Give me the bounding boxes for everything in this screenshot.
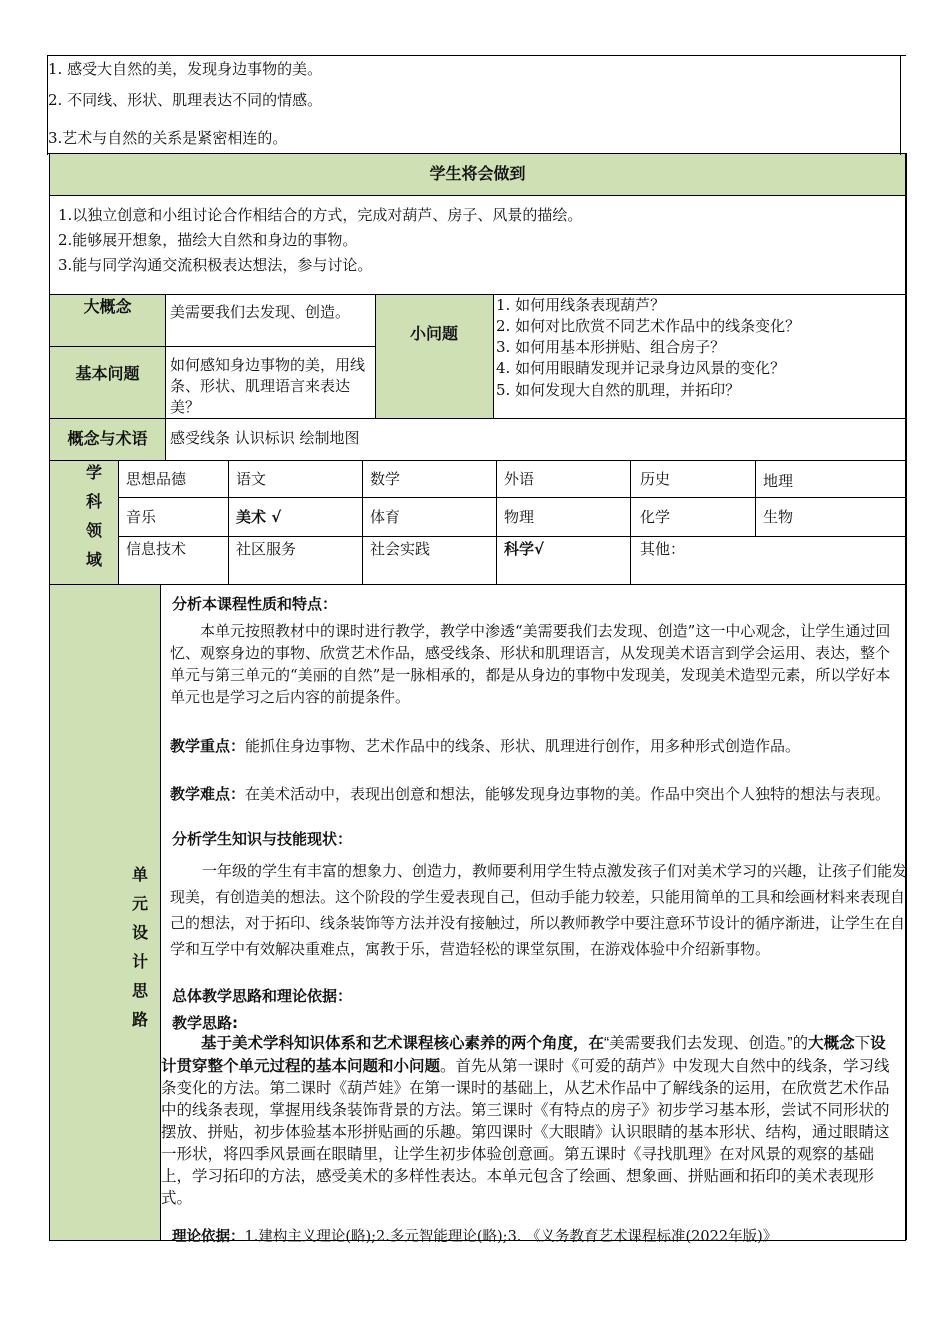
- terms-text: 感受线条 认识标识 绘制地图: [170, 429, 360, 447]
- subject-cell-selected: 美术 √: [236, 508, 282, 526]
- subject-cell: 外语: [504, 470, 535, 488]
- focus-label: 教学重点：: [170, 737, 246, 755]
- students-analysis-text: 一年级的学生有丰富的想象力、创造力，教师要利用学生特点激发孩子们对美术学习的兴趣，让孩子们能发现美，有创造美的想法。这个阶段的学生爱表现自己，但动手能力较差，只能用简单的工具和绘画材料来表现自己的想法，对于拓印、线条装饰等方法并没有接触过，所以教师教学中要注意环节设计的循序渐进，让学生在自学和互学中有效解决重难点，寓教于乐，营造轻松的课堂氛围，在游戏体验中介绍新事物。: [170, 862, 908, 958]
- idea-bold-1: 基于美术学科知识体系和艺术课程核心素养的两个角度，在: [201, 1034, 605, 1052]
- subject-domain-label-3: 领: [85, 521, 102, 540]
- difficulty-label: 教学难点：: [170, 785, 246, 803]
- basic-question-label: 基本问题: [75, 364, 140, 383]
- idea-text-3: 。首先从第一课时《可爱的葫芦》中发现大自然中的线条，学习线条变化的方法。第二课时《葫芦娃》在第一课时的基础上，从艺术作品中了解线条的运用，在欣赏艺术作品中的线条表现，掌握用线条装饰背景的方法。第三课时《有特点的房子》初步学习基本形，尝试不同形状的摆放、拼贴，初步体验基本形拼贴画的乐趣。第四课时《大眼睛》认识眼睛的基本形状、结构，通过眼睛这一形状，将四季风景画在眼睛里，让学生初步体验创意画。第五课时《寻找肌理》在对风景的观察的基础上，学习拓印的方法，感受美术的多样性表达。本单元包含了绘画、想象画、拼贴画和拓印的美术表现形式。: [161, 1058, 890, 1207]
- small-question-5: 5. 如何发现大自然的肌理，并拓印？: [496, 381, 741, 399]
- small-question-3: 3. 如何用基本形拼贴、组合房子？: [496, 338, 726, 356]
- unit-design-label-3: 设: [131, 923, 148, 942]
- unit-design-label-5: 思: [131, 981, 148, 1000]
- subject-cell: 物理: [504, 508, 535, 526]
- subject-cell: 生物: [763, 508, 794, 526]
- basic-question-text: 如何感知身边事物的美，用线条、形状、肌理语言来表达美？: [170, 356, 366, 416]
- subject-cell: 思想品德: [126, 470, 187, 488]
- small-question-2: 2. 如何对比欣赏不同艺术作品中的线条变化？: [496, 317, 801, 335]
- focus-text: 能抓住身边事物、艺术作品中的线条、形状、肌理进行创作，用多种形式创造作品。: [245, 737, 801, 755]
- subject-cell: 信息技术: [126, 540, 187, 558]
- theory-label: 理论依据：: [172, 1229, 245, 1245]
- subject-cell: 历史: [640, 470, 671, 488]
- students-will-header: 学生将会做到: [429, 164, 526, 183]
- big-concept-text: 美需要我们去发现、创造。: [170, 303, 351, 321]
- subject-cell: 化学: [640, 508, 671, 526]
- subject-cell: 音乐: [126, 508, 157, 526]
- subject-domain-label-1: 学: [85, 463, 102, 482]
- small-question-4: 4. 如何用眼睛发现并记录身边风景的变化？: [496, 359, 786, 377]
- theory-basis: [172, 1228, 908, 1247]
- subject-cell: 社会实践: [370, 540, 431, 558]
- small-question-1: 1. 如何用线条表现葫芦？: [496, 296, 666, 314]
- subject-cell: 体育: [370, 508, 401, 526]
- top-goal-3: 3.艺术与自然的关系是紧密相连的。: [48, 129, 288, 147]
- subject-domain-label-2: 科: [85, 492, 102, 511]
- small-question-label: 小问题: [409, 324, 458, 343]
- students-analysis-heading: 分析学生知识与技能现状：: [172, 830, 353, 848]
- subject-cell: 语文: [236, 470, 267, 488]
- idea-text: [161, 1032, 899, 1210]
- subject-cell-selected: 科学√: [504, 540, 545, 558]
- unit-design-label-2: 元: [131, 894, 148, 913]
- top-goal-1: 1. 感受大自然的美，发现身边事物的美。: [48, 60, 323, 78]
- idea-text-1: “美需要我们去发现、创造。”的: [604, 1035, 809, 1052]
- students-will-item-3: 3.能与同学沟通交流积极表达想法，参与讨论。: [58, 256, 373, 274]
- idea-heading: 教学思路:: [172, 1014, 238, 1032]
- difficulty-text: 在美术活动中，表现出创意和想法，能够发现身边事物的美。作品中突出个人独特的想法与表现。: [245, 785, 891, 803]
- students-will-item-1: 1.以独立创意和小组讨论合作相结合的方式，完成对葫芦、房子、风景的描绘。: [58, 206, 583, 224]
- students-will-item-2: 2.能够展开想象，描绘大自然和身边的事物。: [58, 231, 358, 249]
- subject-cell: 其他：: [640, 540, 686, 558]
- theory-text: 1.建构主义理论(略);2.多元智能理论(略);3. 《义务教育艺术课程标准(2022年版)》: [244, 1229, 778, 1245]
- teaching-difficulty: [170, 784, 892, 805]
- analysis-heading: 分析本课程性质和特点：: [172, 595, 338, 613]
- subject-cell: 社区服务: [236, 540, 297, 558]
- top-goal-2: 2. 不同线、形状、肌理表达不同的情感。: [48, 91, 323, 109]
- big-concept-label: 大概念: [83, 297, 132, 316]
- teaching-focus: [170, 736, 892, 757]
- idea-text-2: 下: [854, 1035, 871, 1052]
- unit-design-label-1: 单: [131, 865, 148, 884]
- idea-bold-3: 设计贯穿整个单元过程的基本问题和小问题: [161, 1034, 886, 1075]
- analysis-text: 本单元按照教材中的课时进行教学，教学中渗透“美需要我们去发现、创造”这一中心观念，让学生通过回忆、观察身边的事物、欣赏艺术作品，感受线条、形状和肌理语言，从发现美术语言到学会运用、表达，整个单元与第三单元的“美丽的自然”是一脉相承的，都是从身边的事物中发现美，发现美术造型元素，所以学好本单元也是学习之后内容的前提条件。: [170, 622, 891, 706]
- overall-heading: 总体教学思路和理论依据：: [172, 987, 353, 1005]
- unit-design-label-4: 计: [131, 952, 148, 971]
- small-question-label-bg: [375, 294, 493, 418]
- terms-label: 概念与术语: [67, 429, 148, 448]
- idea-bold-2: 大概念: [808, 1034, 855, 1052]
- subject-domain-label-4: 域: [85, 550, 102, 569]
- subject-cell: 地理: [763, 472, 794, 490]
- unit-design-label-6: 路: [131, 1010, 148, 1029]
- subject-cell: 数学: [370, 470, 401, 488]
